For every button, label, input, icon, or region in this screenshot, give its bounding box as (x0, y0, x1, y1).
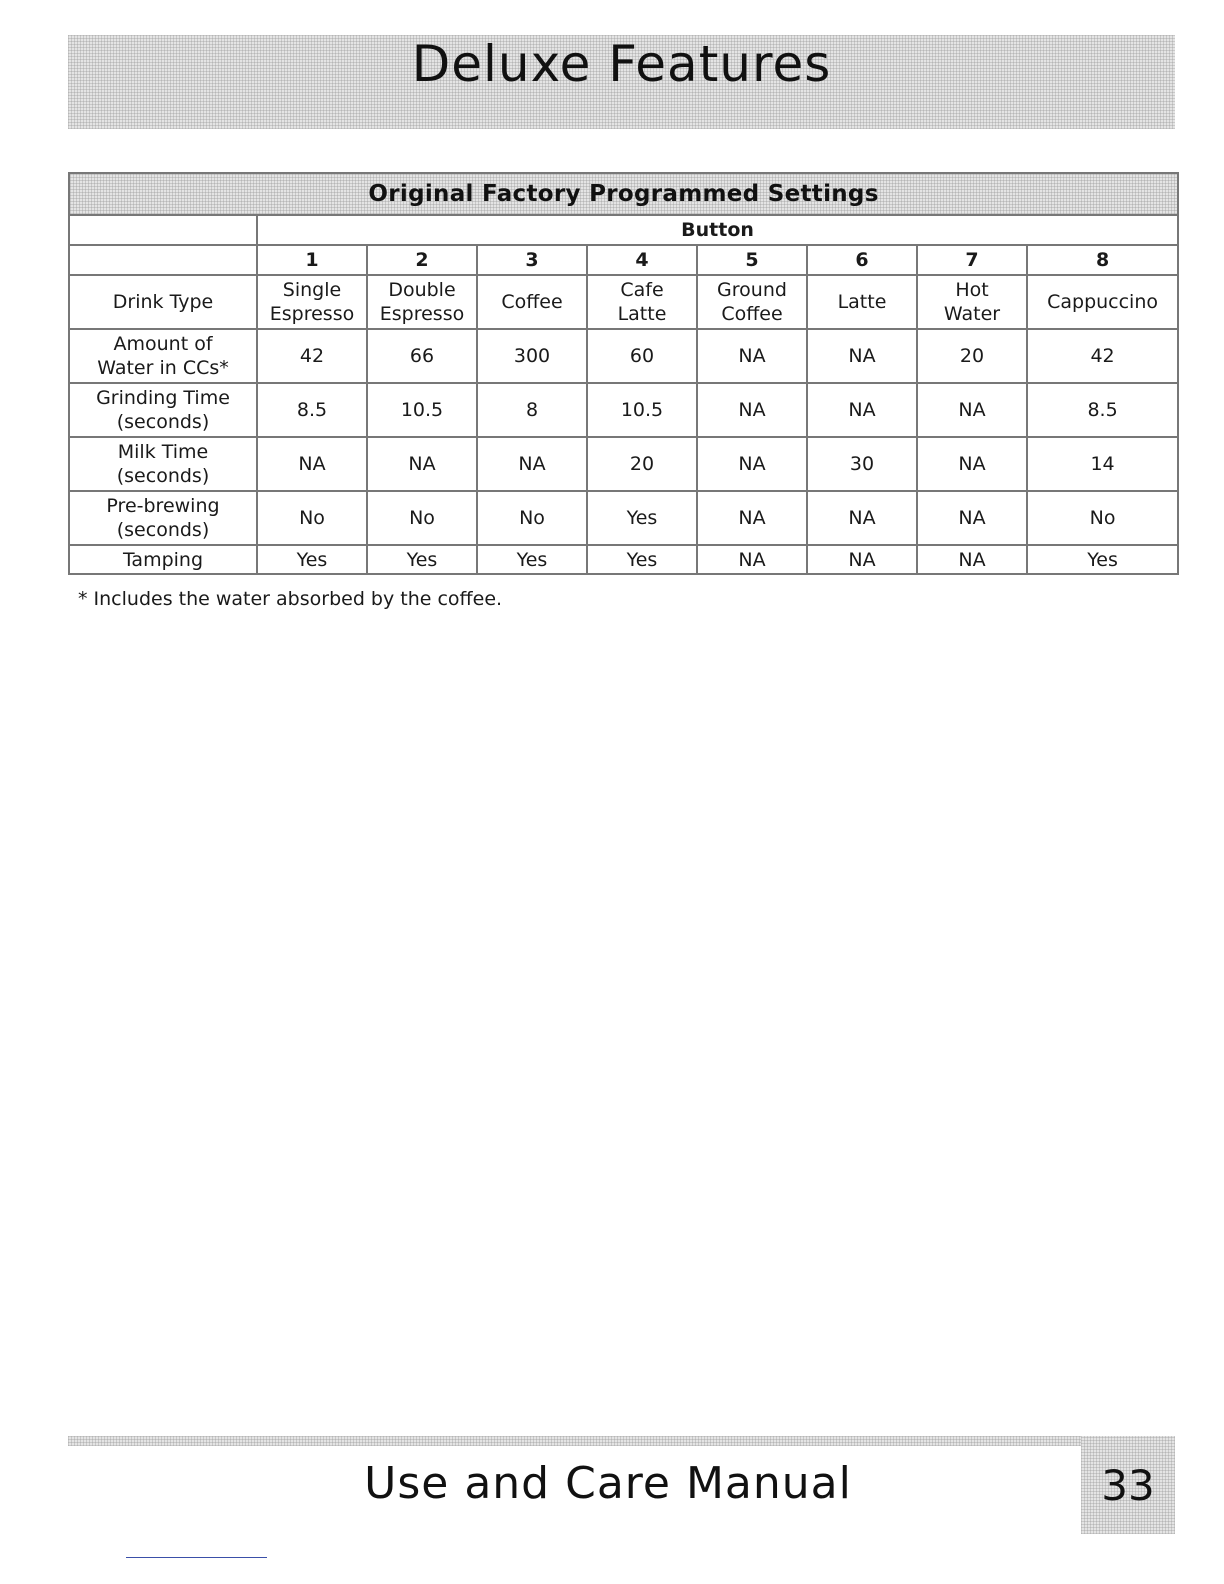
cell-line: Latte (617, 303, 667, 325)
cell-line: Espresso (269, 303, 355, 325)
cell-line: Single (282, 279, 342, 301)
footer-rule (68, 1436, 1082, 1446)
cell-line: NA (738, 507, 766, 529)
table-cell (1027, 437, 1178, 491)
cell-line: 30 (849, 453, 875, 475)
cell-line: NA (518, 453, 546, 475)
row-label-line: Milk Time (117, 441, 209, 463)
button-number-header: 3 (477, 245, 587, 275)
row-grinding-time (69, 383, 1178, 437)
table-cell (697, 437, 807, 491)
cell-line: 60 (629, 345, 655, 367)
cell-line: Yes (516, 548, 548, 571)
table-cell (257, 437, 367, 491)
cell-line: 42 (1090, 345, 1115, 367)
table-cell (807, 275, 917, 329)
cell-line: Coffee (501, 291, 563, 313)
cell-line: No (299, 507, 325, 529)
table-cell (367, 383, 477, 437)
table-cell (807, 437, 917, 491)
cell-line: NA (408, 453, 436, 475)
cell-line: No (409, 507, 435, 529)
cell-line: No (1089, 507, 1116, 529)
table-cell (367, 491, 477, 545)
row-tamping (69, 545, 1178, 574)
cell-line: 42 (299, 345, 325, 367)
table-cell (917, 545, 1027, 574)
table-cell (697, 275, 807, 329)
table-cell (697, 545, 807, 574)
row-label (69, 383, 257, 437)
button-number-header: 1 (257, 245, 367, 275)
row-label-line: Amount of (113, 333, 213, 355)
row-label-line: (seconds) (116, 411, 210, 433)
table-cell (807, 545, 917, 574)
cell-line: 10.5 (620, 399, 664, 421)
cell-line: Double (388, 279, 456, 301)
cell-line: 14 (1090, 453, 1115, 475)
table-cell (587, 275, 697, 329)
table-cell (477, 329, 587, 383)
cell-line: Cafe (620, 279, 664, 301)
table-cell (257, 491, 367, 545)
cell-line: Coffee (721, 303, 783, 325)
row-label-line: Tamping (122, 548, 204, 571)
table-cell (367, 329, 477, 383)
table-cell (697, 491, 807, 545)
cell-line: NA (958, 453, 986, 475)
cell-line: Yes (626, 507, 658, 529)
table-cell (257, 545, 367, 574)
row-label-line: Water in CCs* (97, 357, 229, 379)
row-label-line: Pre-brewing (106, 495, 220, 517)
cell-line: NA (298, 453, 326, 475)
page-number-box (1081, 1436, 1175, 1534)
cell-line: Yes (296, 548, 328, 571)
table-cell (257, 383, 367, 437)
row-label (69, 329, 257, 383)
cell-line: No (519, 507, 545, 529)
row-label (69, 275, 257, 329)
row-label-line: (seconds) (116, 465, 210, 487)
cell-line: 8.5 (1087, 399, 1118, 421)
table-cell (587, 491, 697, 545)
table-cell (917, 275, 1027, 329)
table-cell (807, 329, 917, 383)
button-number-header: 8 (1027, 245, 1178, 275)
cell-line: Cappuccino (1047, 291, 1159, 313)
table-cell (587, 383, 697, 437)
table-cell (1027, 329, 1178, 383)
cell-line: Yes (626, 548, 658, 571)
footer-link-underline (126, 1557, 267, 1558)
table-cell (917, 491, 1027, 545)
cell-line: NA (738, 345, 766, 367)
table-cell (367, 545, 477, 574)
table-cell (257, 275, 367, 329)
table-cell (477, 545, 587, 574)
table-cell (917, 383, 1027, 437)
cell-line: Yes (406, 548, 438, 571)
button-number-header: 5 (697, 245, 807, 275)
table-cell (587, 545, 697, 574)
row-drink-type (69, 275, 1178, 329)
table-cell (367, 275, 477, 329)
footer-title: Use and Care Manual (364, 1458, 852, 1509)
cell-line: NA (738, 399, 766, 421)
table-cell (587, 329, 697, 383)
cell-line: NA (958, 507, 986, 529)
header-band (68, 35, 1175, 129)
cell-line: NA (738, 453, 766, 475)
settings-table-wrapper (68, 172, 1177, 575)
button-group-header: Button (257, 215, 1178, 245)
cell-line: Yes (1087, 548, 1118, 571)
cell-line: NA (738, 548, 766, 571)
row-label-line: Grinding Time (96, 387, 230, 409)
table-cell (917, 329, 1027, 383)
settings-table (68, 172, 1179, 575)
table-cell (257, 329, 367, 383)
footnote: * Includes the water absorbed by the coffee. (78, 588, 503, 610)
cell-line: NA (848, 399, 876, 421)
table-cell (917, 437, 1027, 491)
row-label-line: (seconds) (116, 519, 210, 541)
table-cell (1027, 275, 1178, 329)
cell-line: 8.5 (296, 399, 328, 421)
cell-line: 66 (409, 345, 435, 367)
button-number-header: 4 (587, 245, 697, 275)
cell-line: 20 (959, 345, 985, 367)
row-label (69, 491, 257, 545)
cell-line: Water (943, 303, 1001, 325)
table-cell (1027, 383, 1178, 437)
table-cell (477, 275, 587, 329)
table-cell (367, 437, 477, 491)
button-number-header: 2 (367, 245, 477, 275)
cell-line: 8 (525, 399, 539, 421)
table-cell (807, 491, 917, 545)
row-water-amount (69, 329, 1178, 383)
cell-line: 10.5 (400, 399, 444, 421)
button-number-header: 7 (917, 245, 1027, 275)
table-cell (807, 383, 917, 437)
cell-line: NA (848, 345, 876, 367)
button-number-header: 6 (807, 245, 917, 275)
table-cell (697, 329, 807, 383)
cell-line: 300 (513, 345, 551, 367)
page-title: Deluxe Features (411, 35, 832, 94)
cell-line: Hot (955, 279, 989, 301)
row-pre-brewing (69, 491, 1178, 545)
table-cell (587, 437, 697, 491)
table-cell (697, 383, 807, 437)
cell-line: NA (848, 507, 876, 529)
empty-header-cell (69, 245, 257, 275)
table-cell (477, 383, 587, 437)
table-title: Original Factory Programmed Settings (69, 173, 1178, 215)
cell-line: NA (958, 548, 986, 571)
empty-header-cell (69, 215, 257, 245)
table-cell (1027, 491, 1178, 545)
row-milk-time (69, 437, 1178, 491)
row-label (69, 545, 257, 574)
cell-line: NA (848, 548, 876, 571)
cell-line: Espresso (379, 303, 465, 325)
cell-line: 20 (629, 453, 655, 475)
settings-table-body (69, 275, 1178, 574)
table-cell (1027, 545, 1178, 574)
table-cell (477, 491, 587, 545)
page-number: 33 (1101, 1460, 1155, 1510)
cell-line: Latte (837, 291, 887, 313)
cell-line: Ground (717, 279, 787, 301)
row-label-line: Drink Type (112, 291, 214, 313)
table-cell (477, 437, 587, 491)
row-label (69, 437, 257, 491)
cell-line: NA (958, 399, 986, 421)
